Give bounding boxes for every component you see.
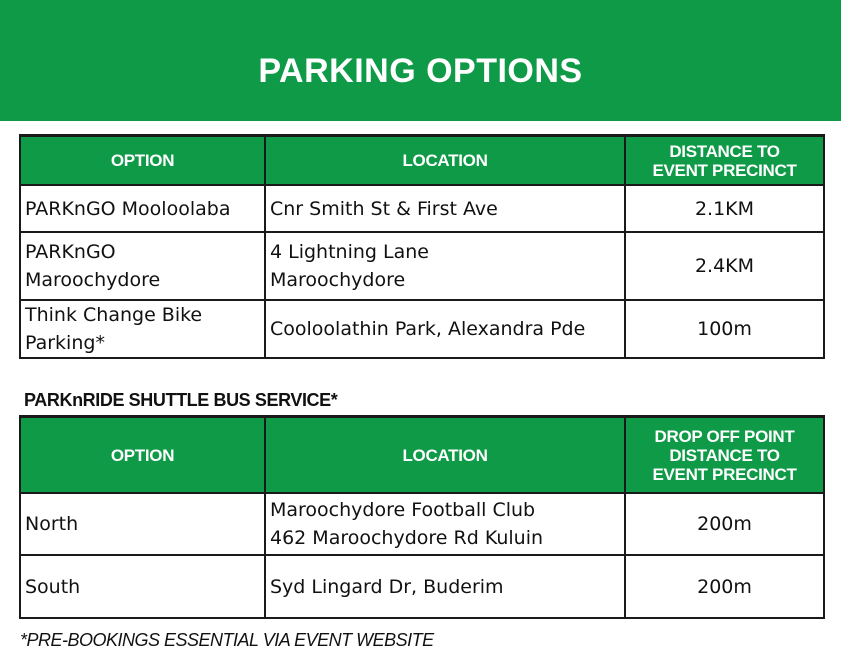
option-line: Parking* bbox=[25, 332, 105, 354]
distance-cell: 200m bbox=[625, 493, 824, 555]
table-header-row bbox=[20, 136, 824, 186]
parking-options-table bbox=[19, 134, 825, 359]
location-line: Maroochydore bbox=[270, 269, 406, 291]
location-cell bbox=[265, 493, 625, 555]
location-cell bbox=[265, 232, 625, 300]
table-row bbox=[20, 185, 824, 232]
distance-cell: 200m bbox=[625, 555, 824, 618]
location-line: 4 Lightning Lane bbox=[270, 241, 429, 263]
option-line: PARKnGO bbox=[25, 241, 116, 263]
table-row bbox=[20, 493, 824, 555]
header-option: OPTION bbox=[20, 136, 265, 186]
header-distance: DROP OFF POINT DISTANCE TO EVENT PRECINCT bbox=[625, 417, 824, 494]
shuttle-table bbox=[19, 415, 825, 619]
table-row bbox=[20, 232, 824, 300]
distance-cell: 100m bbox=[625, 300, 824, 358]
header-location: LOCATION bbox=[265, 417, 625, 494]
table-header-row bbox=[20, 417, 824, 494]
location-line: 462 Maroochydore Rd Kuluin bbox=[270, 527, 544, 549]
location-line: Maroochydore Football Club bbox=[270, 499, 536, 521]
option-cell: PARKnGO Mooloolaba bbox=[20, 185, 265, 232]
distance-cell: 2.1KM bbox=[625, 185, 824, 232]
option-line: Think Change Bike bbox=[25, 304, 203, 326]
location-cell: Cnr Smith St & First Ave bbox=[265, 185, 625, 232]
header-distance: DISTANCE TO EVENT PRECINCT bbox=[625, 136, 824, 186]
shuttle-heading: PARKnRIDE SHUTTLE BUS SERVICE* bbox=[24, 390, 338, 410]
option-cell bbox=[20, 300, 265, 358]
option-cell: North bbox=[20, 493, 265, 555]
location-cell: Syd Lingard Dr, Buderim bbox=[265, 555, 625, 618]
table-row bbox=[20, 555, 824, 618]
option-line: Maroochydore bbox=[25, 269, 161, 291]
location-cell: Cooloolathin Park, Alexandra Pde bbox=[265, 300, 625, 358]
option-cell: South bbox=[20, 555, 265, 618]
distance-cell: 2.4KM bbox=[625, 232, 824, 300]
title-banner bbox=[0, 0, 841, 121]
footnote: *PRE-BOOKINGS ESSENTIAL VIA EVENT WEBSITE bbox=[20, 630, 434, 650]
option-cell bbox=[20, 232, 265, 300]
header-option: OPTION bbox=[20, 417, 265, 494]
table-row bbox=[20, 300, 824, 358]
header-location: LOCATION bbox=[265, 136, 625, 186]
page-title: PARKING OPTIONS bbox=[258, 52, 583, 90]
